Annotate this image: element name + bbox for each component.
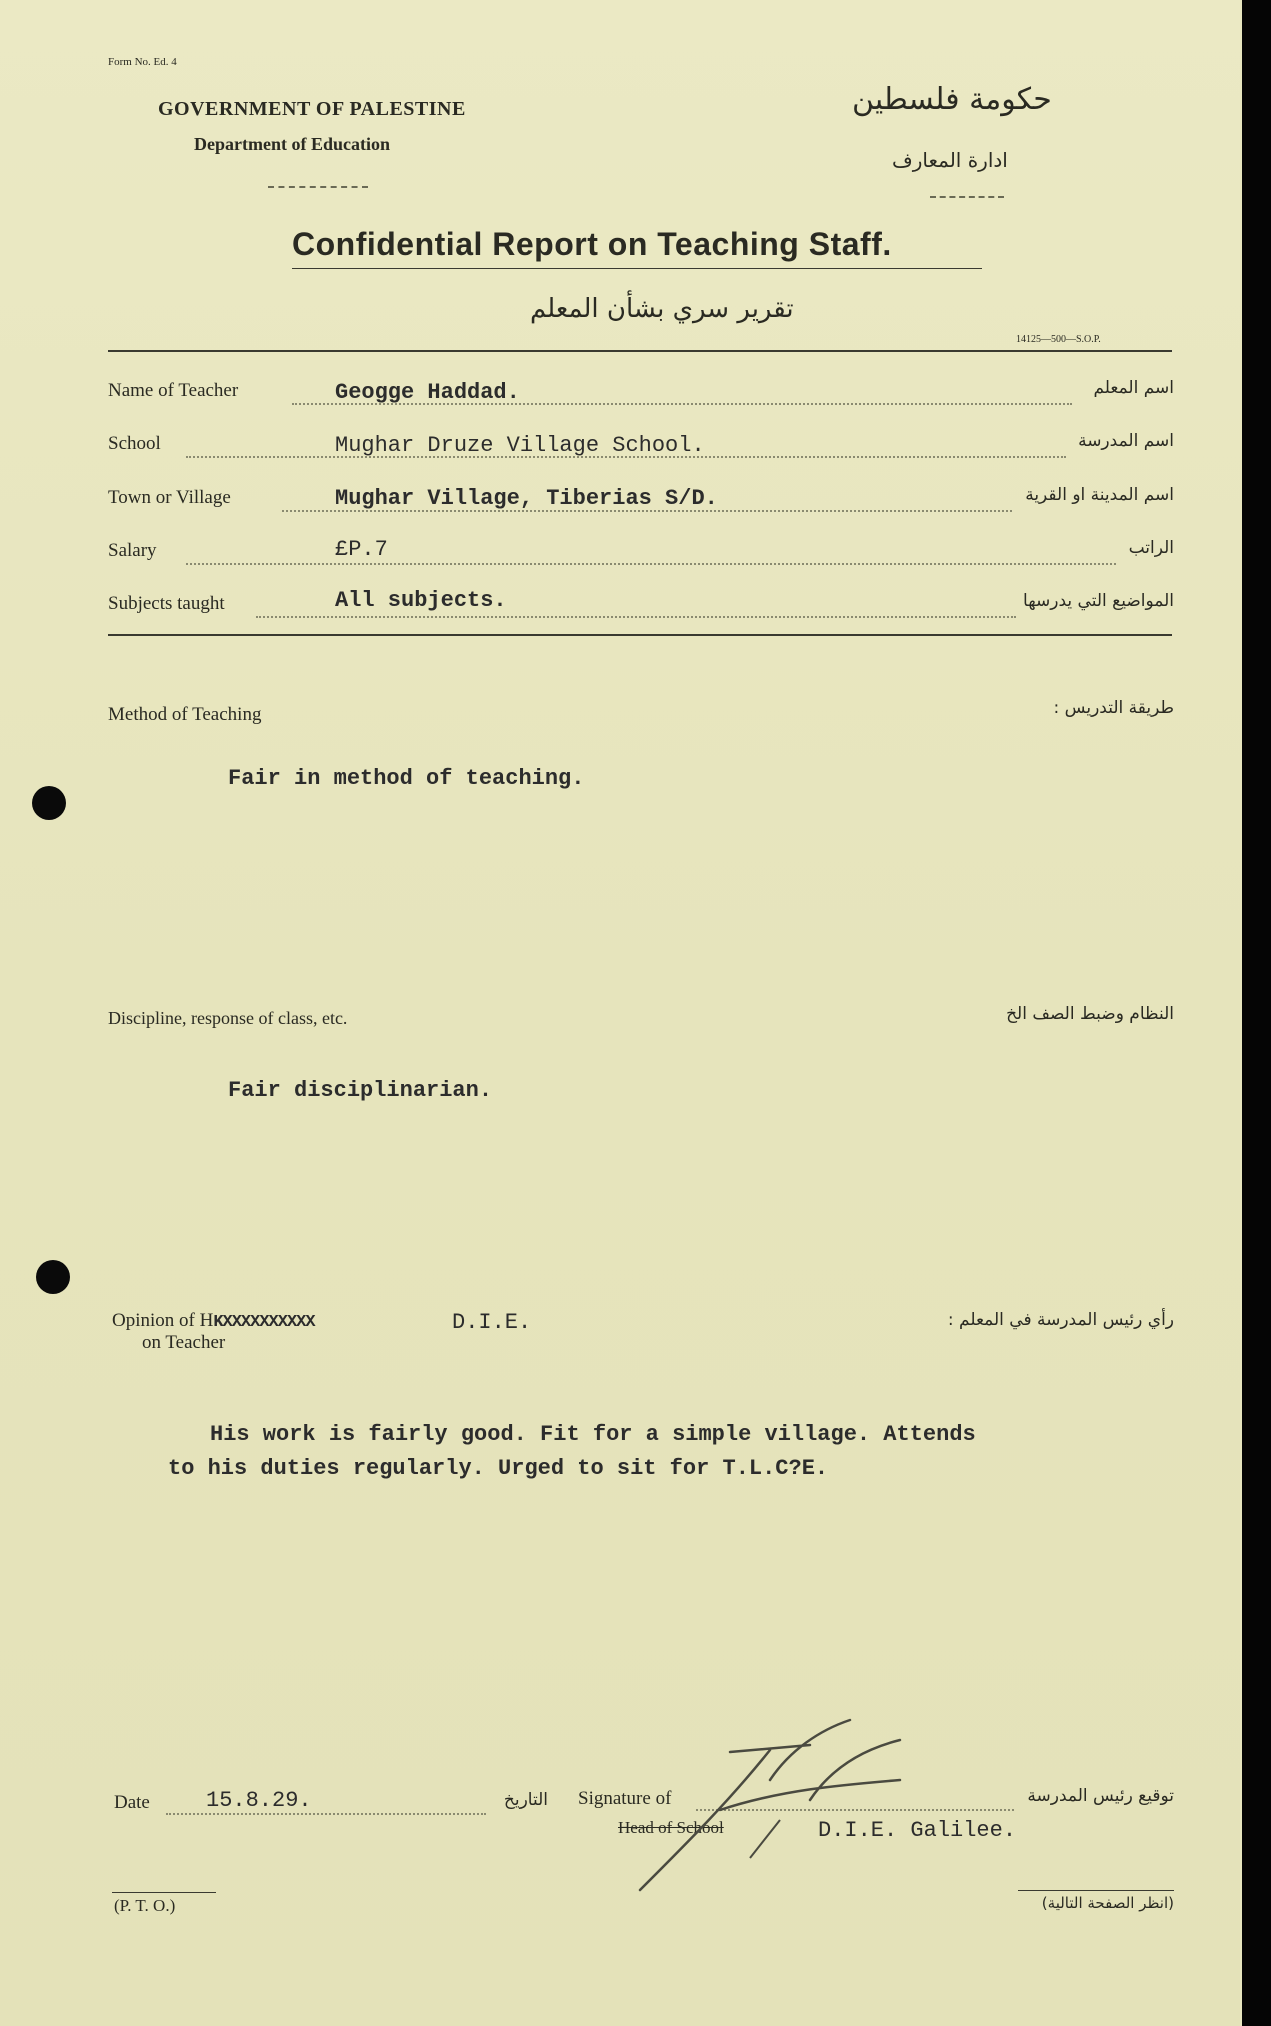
salary-label: Salary	[108, 540, 157, 561]
report-title: Confidential Report on Teaching Staff.	[292, 226, 892, 262]
handwritten-signature	[600, 1690, 920, 1910]
top-rule	[108, 350, 1172, 352]
opinion-label	[112, 1310, 315, 1332]
name-of-teacher-value: Geogge Haddad.	[335, 380, 520, 405]
pto-arabic-rule	[1018, 1890, 1174, 1891]
signature-label-arabic: توقيع رئيس المدرسة	[1027, 1786, 1174, 1806]
date-label: Date	[114, 1792, 150, 1813]
department-heading: Department of Education	[194, 134, 390, 154]
school-label-arabic: اسم المدرسة	[1078, 431, 1174, 451]
scan-edge	[1242, 0, 1271, 2026]
punch-hole-lower	[36, 1260, 70, 1294]
town-or-village-label-arabic: اسم المدينة او القرية	[1025, 485, 1174, 505]
name-of-teacher-label: Name of Teacher	[108, 380, 239, 401]
date-dotted-line	[166, 1813, 486, 1815]
subjects-taught-value: All subjects.	[335, 588, 507, 613]
town-or-village-label: Town or Village	[108, 487, 231, 508]
head-of-school-struck: Head of School	[618, 1818, 724, 1837]
opinion-text-line1: His work is fairly good. Fit for a simple village. Attends	[210, 1422, 976, 1447]
subjects-taught-label-arabic: المواضيع التي يدرسها	[1023, 591, 1174, 611]
discipline-label: Discipline, response of class, etc.	[108, 1008, 348, 1028]
government-heading-arabic: حكومة فلسطين	[852, 82, 1052, 117]
method-of-teaching-label: Method of Teaching	[108, 704, 262, 725]
government-heading: GOVERNMENT OF PALESTINE	[158, 98, 466, 120]
date-label-arabic: التاريخ	[503, 1790, 548, 1810]
pto-label: (P. T. O.)	[114, 1896, 176, 1915]
signer-title: D.I.E. Galilee.	[818, 1818, 1017, 1843]
name-of-teacher-label-arabic: اسم المعلم	[1093, 378, 1174, 398]
method-of-teaching-text: Fair in method of teaching.	[228, 766, 585, 791]
date-value: 15.8.29.	[206, 1788, 312, 1813]
opinion-author: D.I.E.	[452, 1310, 532, 1335]
opinion-text-line2: to his duties regularly. Urged to sit for T.L.C?E.	[168, 1456, 829, 1481]
title-underline	[292, 268, 982, 269]
discipline-text: Fair disciplinarian.	[228, 1078, 493, 1103]
header-divider-right	[930, 196, 1004, 198]
salary-label-arabic: الراتب	[1128, 538, 1174, 558]
opinion-label-arabic: رأي رئيس المدرسة في المعلم :	[947, 1310, 1174, 1330]
opinion-label-line2: on Teacher	[142, 1332, 226, 1353]
opinion-struck-text: KXXXXXXXXXX	[213, 1313, 315, 1332]
salary-dotted-line	[186, 563, 1116, 565]
subjects-taught-label: Subjects taught	[108, 593, 225, 614]
discipline-label-arabic: النظام وضبط الصف الخ	[1006, 1004, 1174, 1024]
subjects-dotted-line	[256, 616, 1016, 618]
report-title-arabic: تقرير سري بشأن المعلم	[530, 294, 794, 324]
form-number: Form No. Ed. 4	[108, 56, 177, 68]
school-value: Mughar Druze Village School.	[335, 433, 705, 458]
pto-rule	[112, 1892, 216, 1893]
town-or-village-value: Mughar Village, Tiberias S/D.	[335, 486, 718, 511]
pto-label-arabic: (انظر الصفحة التالية)	[1041, 1894, 1174, 1912]
opinion-label-text: Opinion of H	[112, 1310, 214, 1331]
salary-value: £P.7	[335, 537, 388, 562]
punch-hole-upper	[32, 786, 66, 820]
school-label: School	[108, 433, 161, 454]
print-code: 14125—500—S.O.P.	[1016, 334, 1101, 345]
header-divider-left	[268, 186, 368, 188]
department-heading-arabic: ادارة المعارف	[892, 148, 1008, 172]
signature-label: Signature of	[578, 1788, 672, 1809]
method-of-teaching-label-arabic: طريقة التدريس :	[1053, 698, 1174, 718]
fields-bottom-rule	[108, 634, 1172, 636]
